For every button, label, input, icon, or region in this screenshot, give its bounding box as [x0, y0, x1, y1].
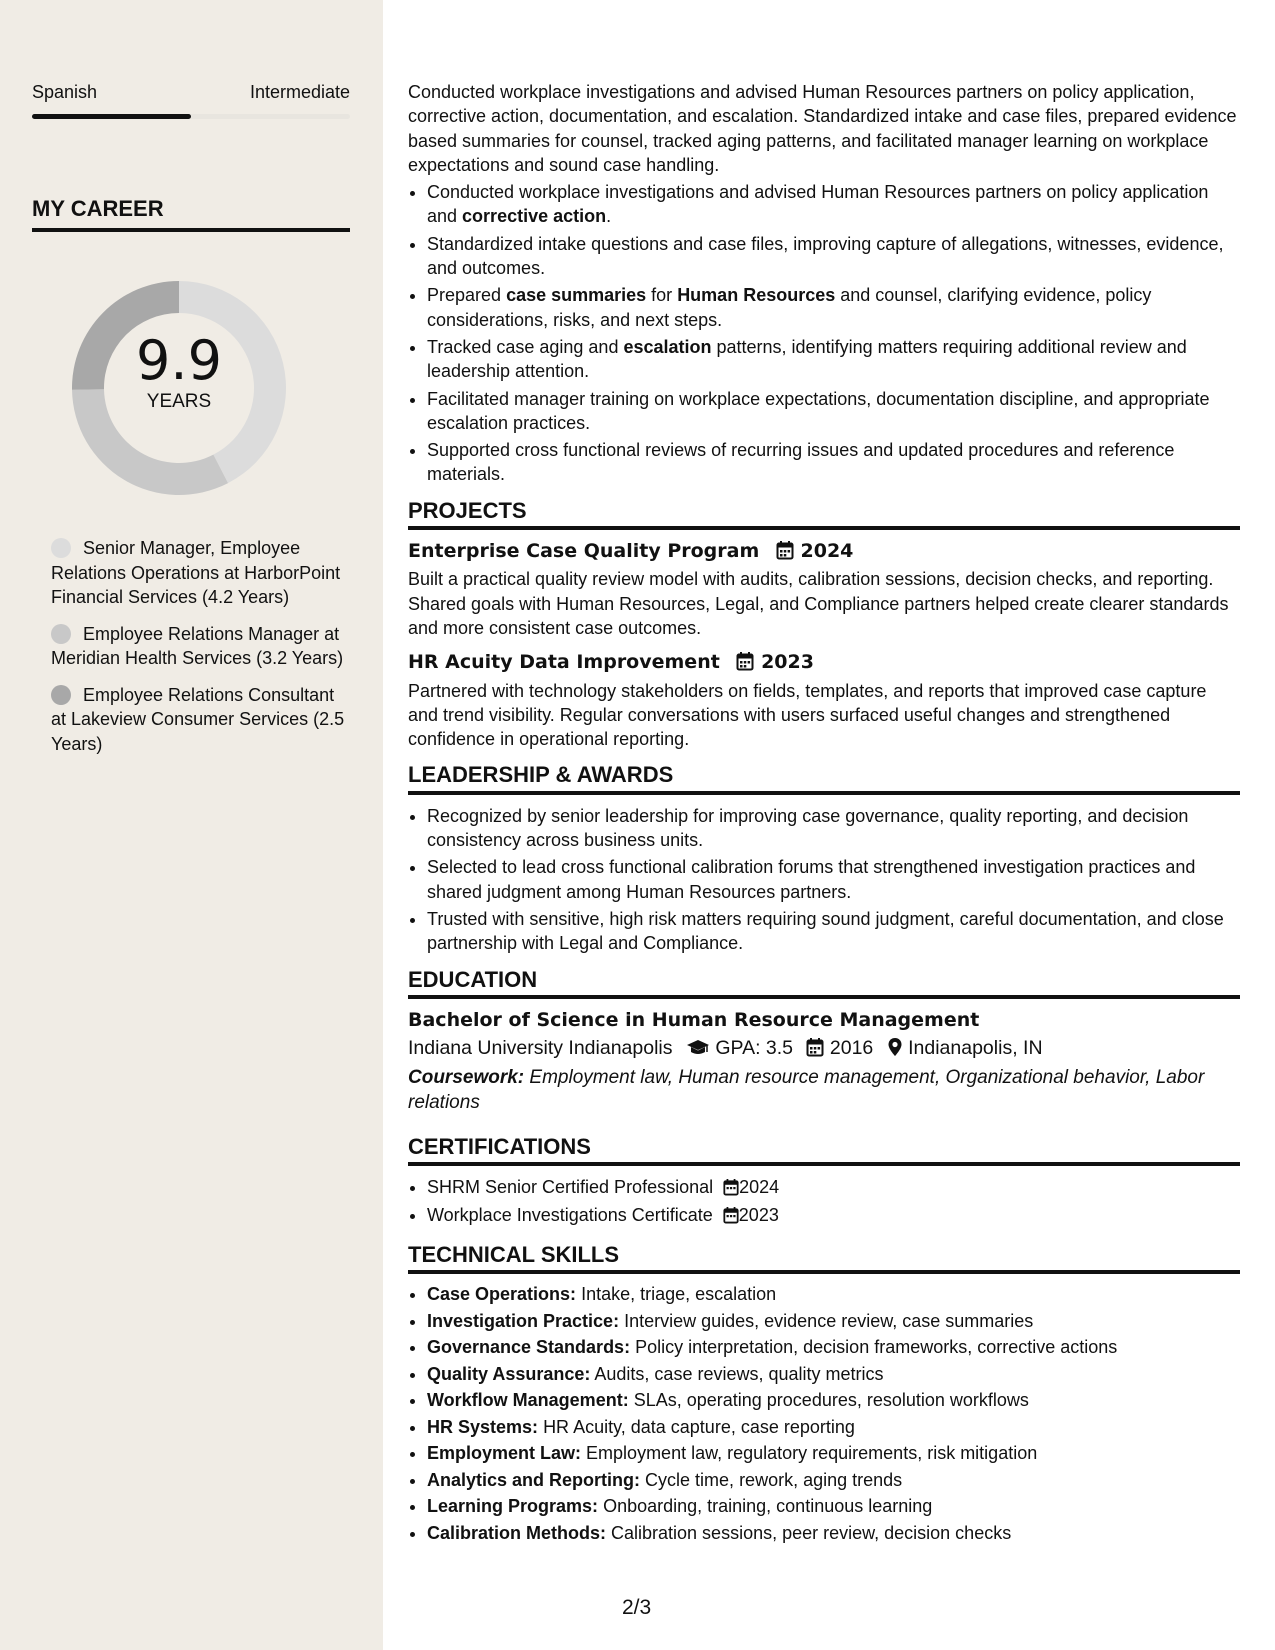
project-title: Enterprise Case Quality Program	[408, 540, 760, 563]
leadership-heading: LEADERSHIP & AWARDS	[408, 763, 1240, 794]
experience-bullet	[427, 335, 1240, 384]
gpa: GPA: 3.5	[715, 1037, 794, 1060]
degree-title: Bachelor of Science in Human Resource Management	[408, 1008, 980, 1031]
project-description: Partnered with technology stakeholders on fields, templates, and reports that improved case capture and trend visibility. Regular conversations with users surfaced useful changes and strengthened confidence in operational reporting.	[408, 680, 1207, 750]
skill-value: Employment law, regulatory requirements, risk mitigation	[586, 1443, 1038, 1464]
bullet-text: .	[606, 206, 612, 227]
skill-item	[427, 1363, 1240, 1387]
projects-heading: PROJECTS	[408, 499, 1240, 530]
skills-list	[408, 1283, 1240, 1545]
experience-bullet	[427, 180, 1240, 229]
coursework-label: Coursework:	[408, 1067, 525, 1089]
skill-label: Calibration Methods:	[427, 1522, 606, 1543]
certification-name: SHRM Senior Certified Professional	[427, 1177, 714, 1198]
language-level: Intermediate	[249, 82, 350, 102]
skill-value: Calibration sessions, peer review, decision checks	[611, 1522, 1012, 1543]
skill-label: Case Operations:	[427, 1284, 577, 1305]
skill-item	[427, 1389, 1240, 1413]
skill-item	[427, 1522, 1240, 1546]
leadership-item: • Recognized by senior leadership for improving case governance, quality reporting, and decision consistency across business units.	[427, 804, 1240, 853]
project-description: Built a practical quality review model with audits, calibration sessions, decision checks, and reporting. Shared goals with Human Resources, Legal, and Compliance partners helped create clearer standards and more consistent case outcomes.	[408, 569, 1229, 638]
total-years-label: YEARS	[146, 391, 212, 412]
experience-summary: Conducted workplace investigations and advised Human Resources partners on policy application, corrective action, documentation, and escalation. Standardized intake and case files, prepared evidence based summaries for counsel, tracked aging patterns, and facilitated manager learning on workplace expectations and sound case handling.	[408, 82, 1237, 175]
experience-bullets	[408, 180, 1240, 487]
leadership-list	[408, 804, 1240, 956]
experience-bullet	[427, 283, 1240, 332]
skill-value: SLAs, operating procedures, resolution workflows	[633, 1390, 1029, 1411]
bullet-bold: corrective action	[462, 206, 607, 227]
skill-label: Quality Assurance:	[427, 1363, 591, 1384]
calendar-icon	[723, 1178, 739, 1196]
coursework-text: Employment law, Human resource management, Organizational behavior, Labor relations	[408, 1067, 1205, 1113]
experience-bullet: • Supported cross functional reviews of recurring issues and updated procedures and reference materials.	[427, 438, 1240, 487]
career-legend-dot	[51, 538, 71, 558]
language-proficiency-fill	[32, 114, 191, 119]
leadership-item: • Selected to lead cross functional calibration forums that strengthened investigation practices and shared judgment among Human Resources partners.	[427, 855, 1240, 904]
skill-item	[427, 1442, 1240, 1466]
calendar-icon	[806, 1037, 824, 1057]
language-proficiency-bar	[32, 114, 350, 119]
career-list	[51, 536, 351, 768]
certification-date	[723, 1205, 779, 1225]
bullet-bold: Human Resources	[677, 285, 836, 306]
skill-label: Investigation Practice:	[427, 1310, 620, 1331]
skill-value: Policy interpretation, decision frameworks, corrective actions	[635, 1337, 1118, 1358]
career-legend-dot	[51, 624, 71, 644]
career-item-text: Employee Relations Consultant at Lakeview Consumer Services (2.5 Years)	[51, 684, 345, 754]
coursework	[408, 1066, 1240, 1115]
school-name: Indiana University Indianapolis	[408, 1037, 673, 1060]
certification-date	[723, 1177, 779, 1197]
bullet-text: for	[646, 285, 678, 306]
graduation-year: 2016	[829, 1037, 874, 1060]
bullet-bold: case summaries	[506, 285, 647, 306]
skill-label: HR Systems:	[427, 1416, 539, 1437]
certifications-list	[408, 1175, 1240, 1227]
career-item	[51, 536, 351, 610]
project-date	[776, 540, 854, 562]
project-item	[408, 650, 1240, 751]
skill-value: Intake, triage, escalation	[581, 1284, 777, 1305]
education-details	[408, 1036, 1240, 1060]
skill-value: HR Acuity, data capture, case reporting	[543, 1416, 855, 1437]
graduation-cap-icon	[686, 1039, 710, 1057]
career-item	[51, 683, 351, 757]
career-heading: MY CAREER	[32, 196, 350, 232]
skill-value: Cycle time, rework, aging trends	[645, 1469, 903, 1490]
bullet-text: patterns, identifying matters requiring additional review and leadership attention.	[427, 336, 1187, 382]
skill-value: Audits, case reviews, quality metrics	[594, 1363, 884, 1384]
certifications-heading: CERTIFICATIONS	[408, 1135, 1240, 1166]
skill-item	[427, 1495, 1240, 1519]
project-title-row	[408, 650, 1240, 674]
project-item	[408, 539, 1240, 640]
calendar-icon	[736, 651, 754, 671]
skill-label: Workflow Management:	[427, 1390, 629, 1411]
career-donut-chart	[66, 275, 292, 501]
career-item	[51, 622, 351, 671]
bullet-bold: escalation	[623, 336, 712, 357]
skill-label: Learning Programs:	[427, 1496, 599, 1517]
bullet-text: Tracked case aging and	[427, 336, 624, 357]
page-number: 2/3	[622, 1596, 652, 1619]
skill-value: Interview guides, evidence review, case summaries	[624, 1310, 1034, 1331]
education-heading: EDUCATION	[408, 968, 1240, 999]
map-pin-icon	[887, 1037, 903, 1057]
skills-heading: TECHNICAL SKILLS	[408, 1243, 1240, 1274]
certification-name: Workplace Investigations Certificate	[427, 1204, 713, 1225]
calendar-icon	[776, 540, 794, 560]
skill-label: Employment Law:	[427, 1443, 582, 1464]
skill-item	[427, 1416, 1240, 1440]
calendar-icon	[723, 1206, 739, 1224]
language-name: Spanish	[32, 82, 98, 102]
bullet-text: and counsel, clarifying evidence, policy considerations, risks, and next steps.	[427, 285, 1152, 330]
project-title: HR Acuity Data Improvement	[408, 651, 720, 674]
project-title-row	[408, 539, 1240, 563]
certification-item	[427, 1175, 1240, 1199]
skill-item	[427, 1469, 1240, 1493]
experience-bullet: • Facilitated manager training on workplace expectations, documentation discipline, and appropriate escalation practices.	[427, 387, 1240, 436]
career-item-text: Employee Relations Manager at Meridian Health Services (3.2 Years)	[51, 623, 344, 668]
career-legend-dot	[51, 685, 71, 705]
career-item-text: Senior Manager, Employee Relations Operations at HarborPoint Financial Services (4.2 Years)	[51, 538, 341, 607]
project-year: 2023	[761, 651, 814, 674]
main-content	[408, 80, 1240, 1548]
project-year: 2024	[800, 540, 854, 563]
skill-label: Analytics and Reporting:	[427, 1469, 641, 1490]
project-date	[736, 651, 814, 673]
school-location: Indianapolis, IN	[908, 1037, 1043, 1060]
certification-item	[427, 1203, 1240, 1227]
total-years-value: 9.9	[136, 329, 222, 392]
skill-value: Onboarding, training, continuous learning	[603, 1496, 933, 1517]
certification-year: 2023	[738, 1204, 779, 1225]
sidebar	[0, 0, 383, 1650]
skill-label: Governance Standards:	[427, 1337, 631, 1358]
skill-item	[427, 1283, 1240, 1307]
bullet-text: Prepared	[427, 285, 507, 306]
leadership-item: • Trusted with sensitive, high risk matters requiring sound judgment, careful documentation, and close partnership with Legal and Compliance.	[427, 907, 1240, 956]
experience-bullet: • Standardized intake questions and case files, improving capture of allegations, witnesses, evidence, and outcomes.	[427, 232, 1240, 281]
skill-item	[427, 1310, 1240, 1334]
bullet-text: Conducted workplace investigations and advised Human Resources partners on policy application and	[427, 182, 1209, 227]
skill-item	[427, 1336, 1240, 1360]
certification-year: 2024	[739, 1177, 780, 1198]
